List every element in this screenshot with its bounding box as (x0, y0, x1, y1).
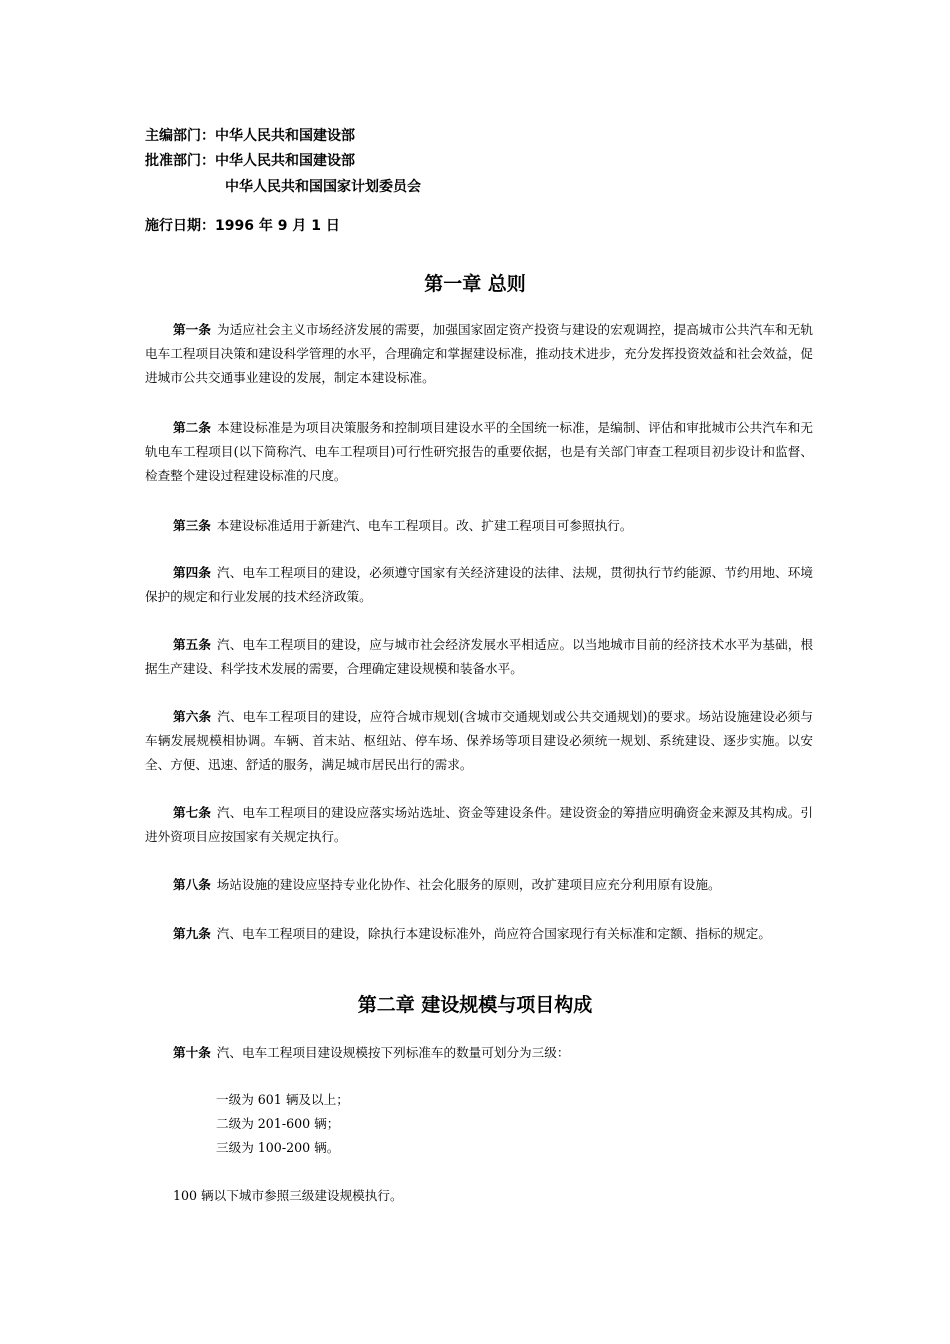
article-text: 汽、电车工程项目的建设，除执行本建设标准外，尚应符合国家现行有关标准和定额、指标的规定。 (216, 926, 771, 941)
approver-value-2: 中华人民共和国国家计划委员会 (225, 179, 421, 195)
scale-level-1: 一级为 601 辆及以上； (216, 1092, 349, 1107)
scale-level-2: 二级为 201-600 辆； (216, 1116, 340, 1131)
article-text: 为适应社会主义市场经济发展的需要，加强国家固定资产投资与建设的宏观调控，提高城市公共汽车和无轨电车工程项目决策和建设科学管理的水平，合理确定和掌握建设标准，推动技术进步，充分发挥投资效益和社会效益，促进城市公共交通事业建设的发展，制定本建设标准。 (145, 322, 814, 385)
article-text: 汽、电车工程项目的建设，应与城市社会经济发展水平相适应。以当地城市目前的经济技术水平为基础，根据生产建设、科学技术发展的需要，合理确定建设规模和装备水平。 (145, 637, 814, 676)
scale-level-3: 三级为 100-200 辆。 (216, 1140, 340, 1155)
article-7 (145, 801, 813, 849)
editor-label: 主编部门： (145, 128, 215, 144)
approver-label: 批准部门： (145, 153, 215, 169)
editor-line (145, 126, 355, 146)
article-text: 本建设标准是为项目决策服务和控制项目建设水平的全国统一标准，是编制、评估和审批城市公共汽车和无轨电车工程项目(以下简称汽、电车工程项目)可行性研究报告的重要依据，也是有关部门审查工程项目初步设计和监督、检查整个建设过程建设标准的尺度。 (145, 420, 814, 483)
article-number: 第七条 (173, 805, 212, 820)
article-text: 汽、电车工程项目建设规模按下列标准车的数量可划分为三级： (216, 1045, 570, 1060)
article-4 (145, 561, 813, 609)
article-10 (145, 1041, 813, 1065)
article-text: 汽、电车工程项目的建设应落实场站选址、资金等建设条件。建设资金的筹措应明确资金来源及其构成。引进外资项目应按国家有关规定执行。 (145, 805, 814, 844)
article-8 (145, 873, 813, 897)
article-6 (145, 705, 813, 777)
article-number: 第三条 (173, 518, 211, 533)
article-5 (145, 633, 813, 681)
article-3 (145, 514, 813, 538)
article-number: 第一条 (173, 322, 212, 337)
chapter-2-title: 第二章 建设规模与项目构成 (357, 994, 593, 1016)
article-number: 第四条 (173, 565, 212, 580)
article-number: 第二条 (173, 420, 212, 435)
article-number: 第六条 (173, 709, 212, 724)
article-2 (145, 416, 813, 488)
approver-line-2 (145, 177, 421, 197)
article-text: 场站设施的建设应坚持专业化协作、社会化服务的原则，改扩建项目应充分利用原有设施。 (216, 877, 721, 892)
article-number: 第九条 (173, 926, 211, 941)
editor-value: 中华人民共和国建设部 (215, 128, 355, 144)
chapter-1-title: 第一章 总则 (424, 273, 526, 295)
article-text: 汽、电车工程项目的建设，必须遵守国家有关经济建设的法律、法规，贯彻执行节约能源、节约用地、环境保护的规定和行业发展的技术经济政策。 (145, 565, 814, 604)
article-number: 第五条 (173, 637, 212, 652)
effective-value: 1996 年 9 月 1 日 (215, 218, 340, 234)
effective-label: 施行日期： (145, 218, 215, 234)
scale-note: 100 辆以下城市参照三级建设规模执行。 (173, 1188, 403, 1203)
article-number: 第十条 (173, 1045, 211, 1060)
approver-value-1: 中华人民共和国建设部 (215, 153, 355, 169)
effective-date-line (145, 216, 340, 236)
approver-line (145, 151, 355, 171)
article-9 (145, 922, 813, 946)
article-text: 本建设标准适用于新建汽、电车工程项目。改、扩建工程项目可参照执行。 (216, 518, 633, 533)
article-text: 汽、电车工程项目的建设，应符合城市规划(含城市交通规划或公共交通规划)的要求。场站设施建设必须与车辆发展规模相协调。车辆、首末站、枢纽站、停车场、保养场等项目建设必须统一规划、系统建设、逐步实施。以安全、方便、迅速、舒适的服务，满足城市居民出行的需求。 (145, 709, 814, 772)
article-number: 第八条 (173, 877, 211, 892)
article-1 (145, 318, 813, 390)
